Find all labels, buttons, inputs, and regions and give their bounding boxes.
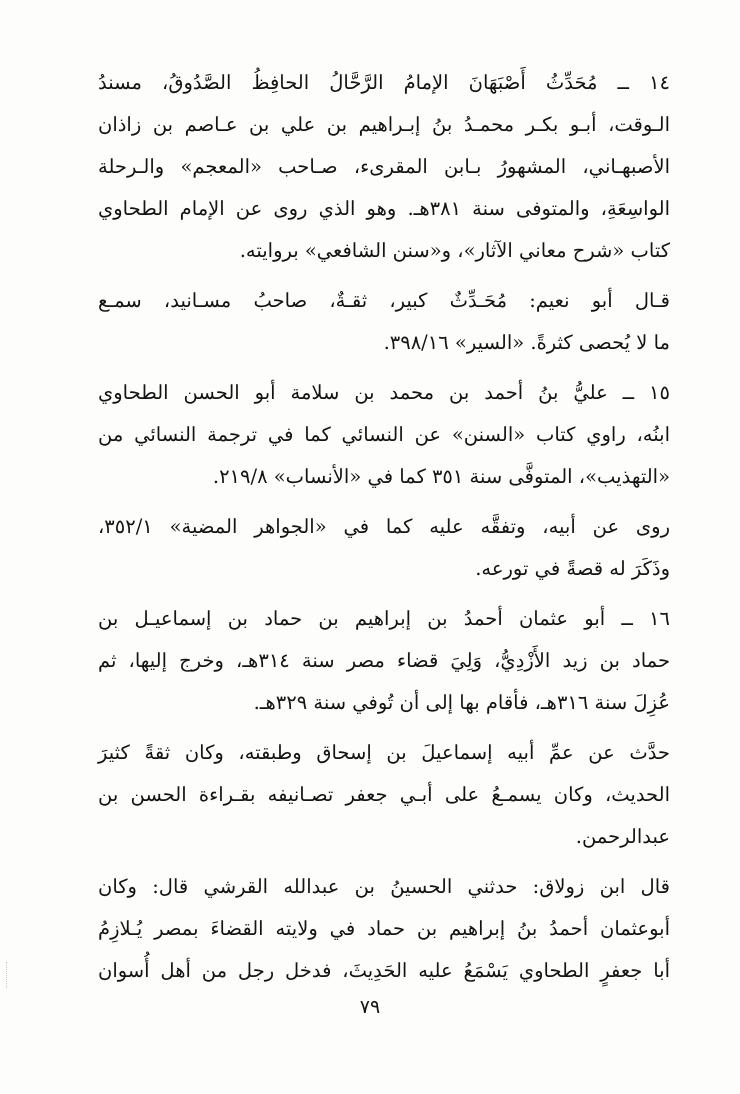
text-line: ١٥ ــ عليُّ بنُ أحمد بن محمد بن سلامة أبو الحسن الطحاوي [98, 381, 670, 404]
haddath-paragraph [98, 732, 670, 858]
text-line: روى عن أبيه، وتفقَّه عليه كما في «الجواهر المضية» ٣٥٢/١، [98, 515, 670, 538]
jawahir-paragraph [98, 506, 670, 590]
text-line: قال ابن زولاق: حدثني الحسينُ بن عبدالله القرشي قال: وكان [98, 875, 670, 898]
text-line: ١٤ ــ مُحَدِّثُ أَصْبَهَانَ الإمامُ الرَّحَّالُ الحافِظُ الصَّدُوقُ، مسندُ [98, 71, 670, 94]
entry-15-paragraph [98, 372, 670, 498]
text-line: الأصبهـاني، المشهورُ بـابن المقرىء، صـاحب «المعجم» والـرحلة [98, 155, 670, 178]
text-line: حدَّث عن عمِّ أبيه إسماعيلَ بن إسحاق وطبقته، وكان ثقةً كثيرَ [98, 741, 670, 764]
page-number: ٧٩ [359, 996, 381, 1018]
text-line: كتاب «شرح معاني الآثار»، و«سنن الشافعي» بروايته. [239, 239, 670, 262]
text-line: ١٦ ــ أبو عثمان أحمدُ بن إبراهيم بن حماد بن إسماعيـل بن [98, 607, 670, 630]
text-line: الـوقت، أبـو بكـر محمـدُ بنُ إبـراهيم بن علي بن عـاصم بن زاذان [98, 113, 670, 136]
text-line: ابنُه، راوي كتاب «السنن» عن النسائي كما في ترجمة النسائي من [98, 423, 670, 446]
ibn-zulaq-paragraph [98, 866, 670, 992]
text-line: وذَكَرَ له قصةً في تورعه. [475, 557, 670, 580]
abu-nuaym-paragraph [98, 280, 670, 364]
text-line: أبا جعفرٍ الطحاوي يَسْمَعُ عليه الحَدِيثَ، فدخل رجل من أهل أُسوان [98, 959, 670, 982]
margin-mark [6, 962, 9, 988]
text-line: حماد بن زيد الأَزْدِيُّ، وَلِيَ قضاء مصر سنة ٣١٤هـ، وخرج إليها، ثم [98, 649, 671, 672]
text-line: عُزِلَ سنة ٣١٦هـ، فأقام بها إلى أن تُوفي سنة ٣٢٩هـ. [253, 691, 670, 714]
text-line: عبدالرحمن. [575, 825, 670, 848]
entry-16-paragraph [98, 598, 670, 724]
text-line: أبوعثمان أحمدُ بنُ إبراهيم بن حماد في ولايته القضاءَ بمصر يُـلازِمُ [98, 917, 670, 940]
text-line: «التهذيب»، المتوفَّى سنة ٣٥١ كما في «الأنساب» ٢١٩/٨. [212, 465, 670, 488]
entry-14-paragraph [98, 62, 670, 272]
main-text [98, 62, 670, 992]
text-line: الحديث، وكان يسمـعُ على أبـي جعفر تصـانيفه بقـراءة الحسن بن [98, 783, 670, 806]
text-line: الواسِعَةِ، والمتوفى سنة ٣٨١هـ. وهو الذي روى عن الإمام الطحاوي [98, 197, 671, 220]
text-line: قـال أبو نعيم: مُحَـدِّثٌ كبير، ثقـةٌ، صاحبُ مسـانيد، سمـع [98, 289, 670, 312]
text-line: ما لا يُحصى كثرةً. «السير» ٣٩٨/١٦. [383, 331, 670, 354]
